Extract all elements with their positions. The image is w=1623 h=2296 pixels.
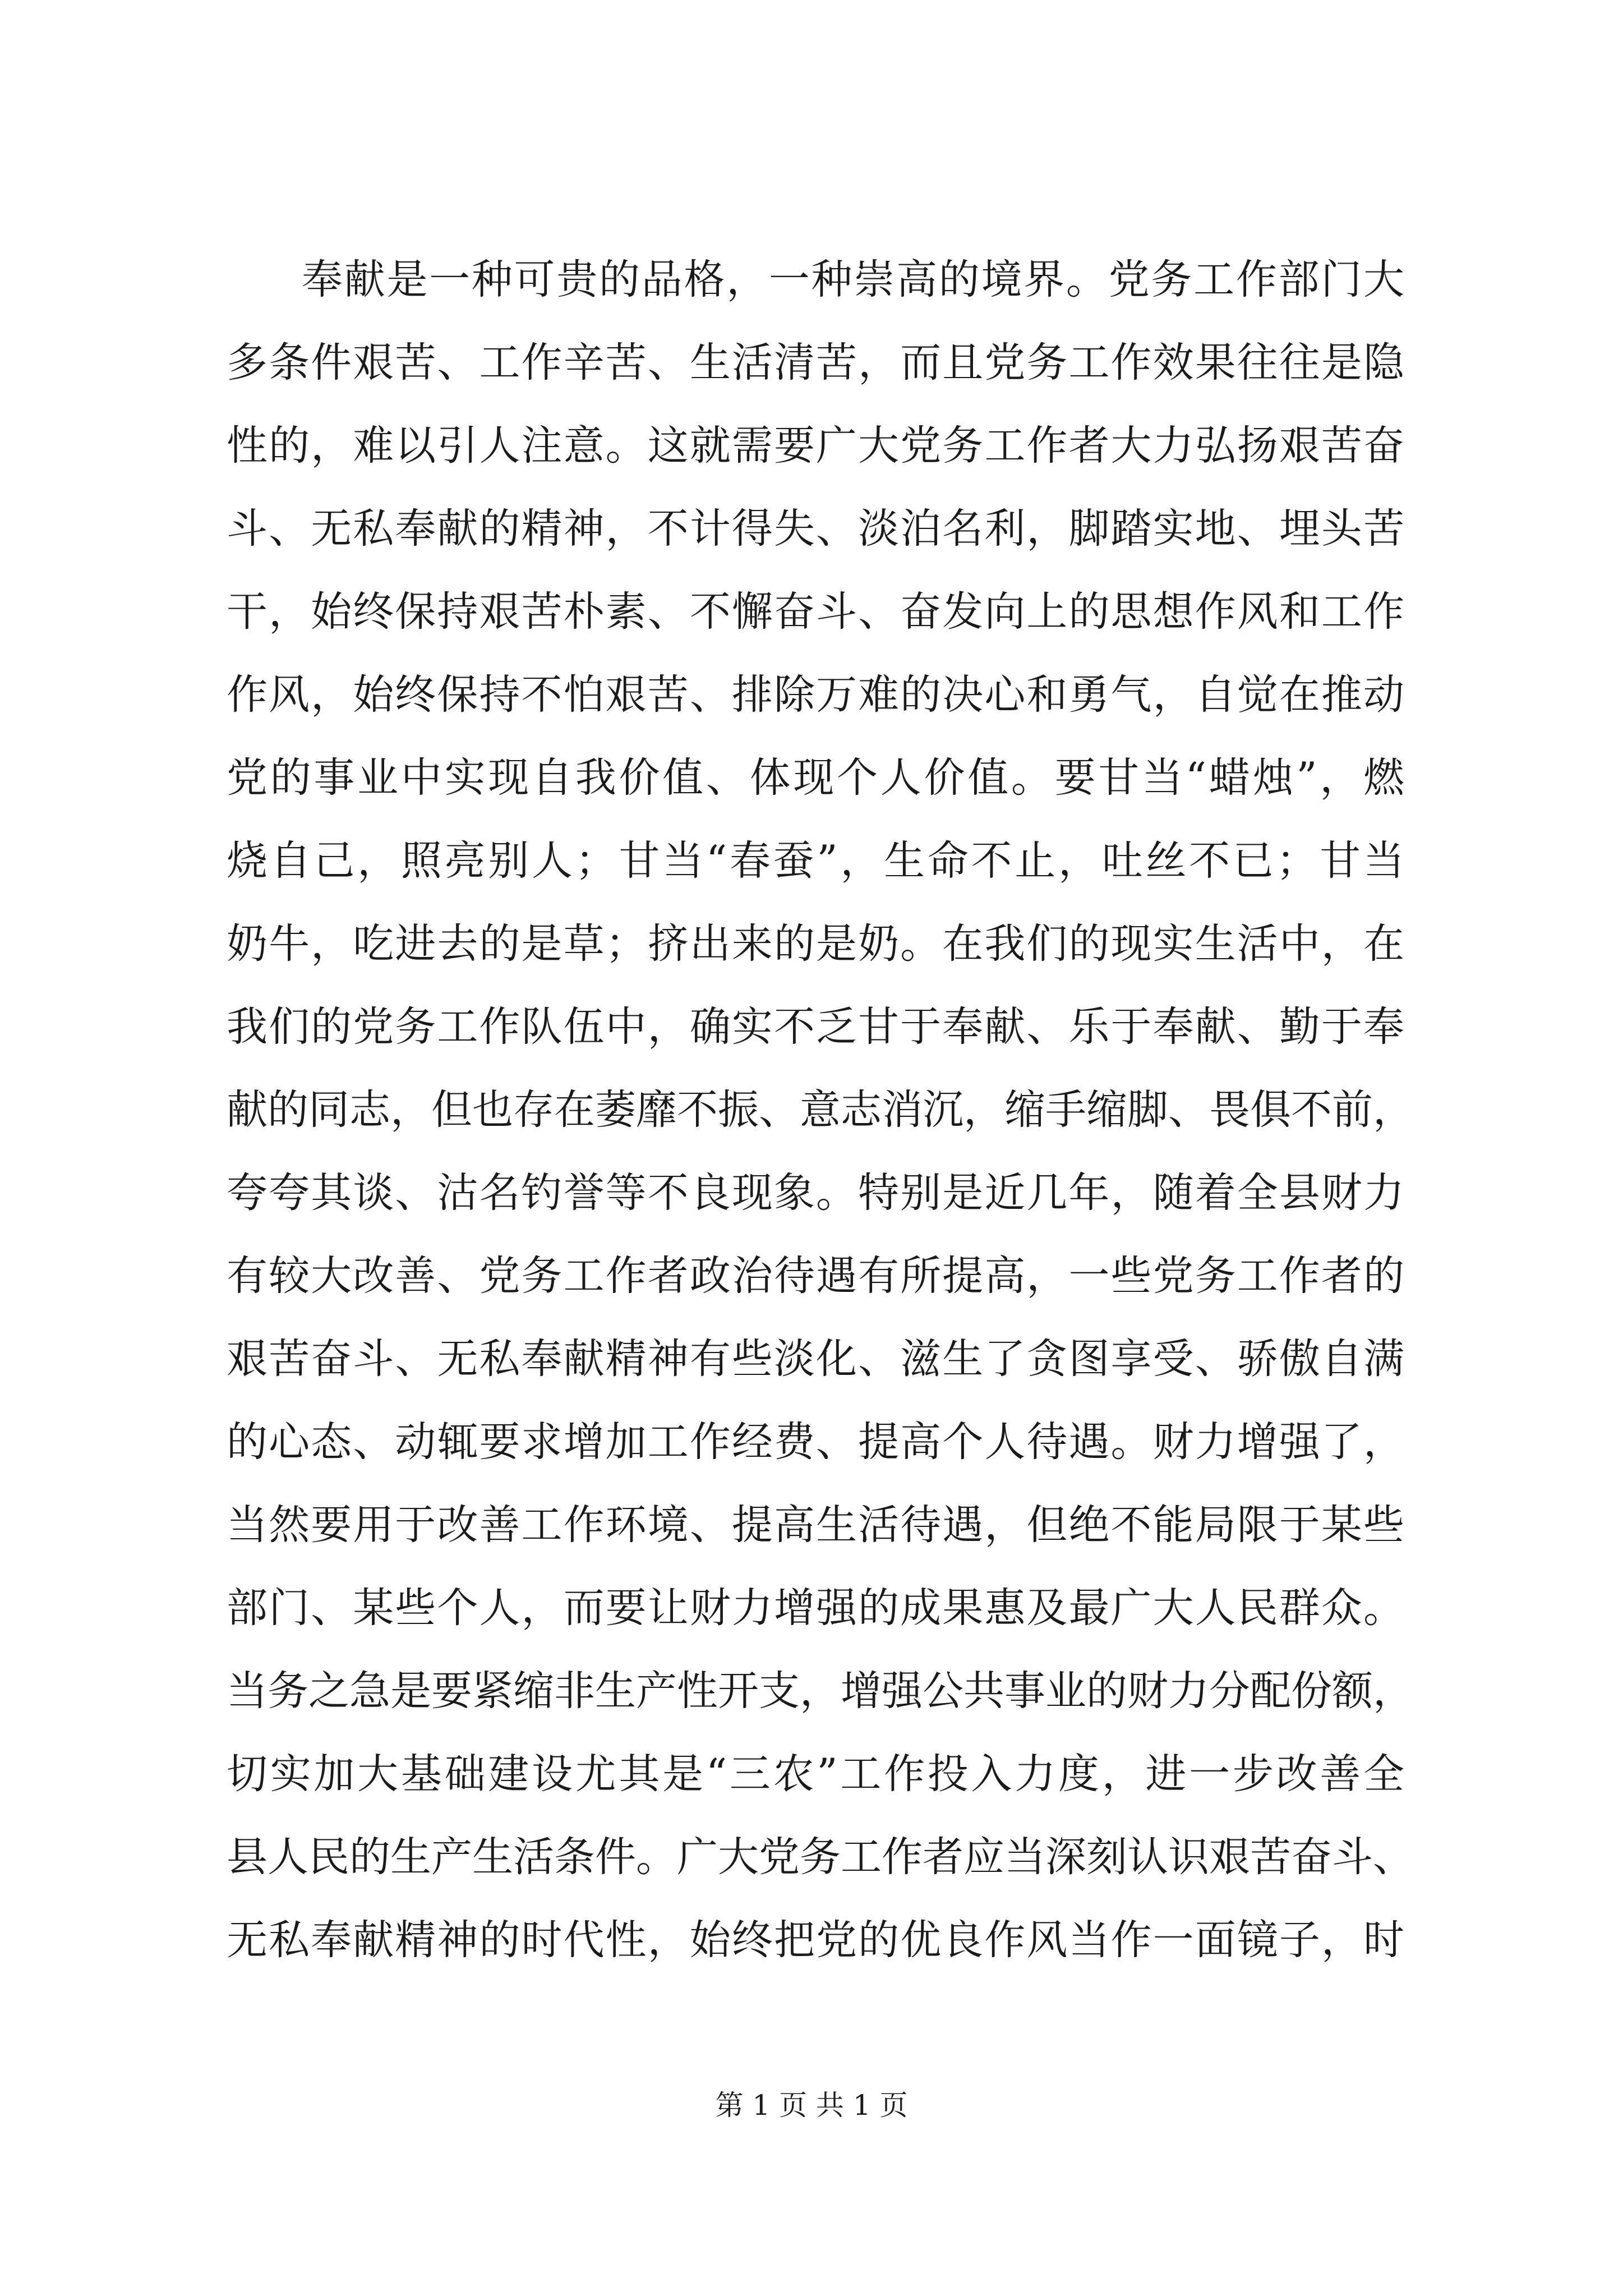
paragraph-line: 斗、无私奉献的精神，不计得失、淡泊名利，脚踏实地、埋头苦 — [227, 505, 1404, 553]
paragraph-line: 有较大改善、党务工作者政治待遇有所提高，一些党务工作者的 — [227, 1252, 1404, 1300]
paragraph-line: 夸夸其谈、沽名钓誉等不良现象。特别是近几年，随着全县财力 — [227, 1169, 1404, 1217]
paragraph-line: 的心态、动辄要求增加工作经费、提高个人待遇。财力增强了， — [227, 1418, 1404, 1466]
paragraph-line: 性的，难以引人注意。这就需要广大党务工作者大力弘扬艰苦奋 — [227, 422, 1404, 470]
paragraph-line: 当务之急是要紧缩非生产性开支，增强公共事业的财力分配份额， — [227, 1667, 1414, 1715]
body-paragraph — [227, 238, 1414, 1982]
paragraph-line: 党的事业中实现自我价值、体现个人价值。要甘当“蜡烛”，燃 — [227, 754, 1404, 802]
paragraph-line: 奶牛，吃进去的是草；挤出来的是奶。在我们的现实生活中，在 — [227, 920, 1404, 968]
paragraph-line: 我们的党务工作队伍中，确实不乏甘于奉献、乐于奉献、勤于奉 — [227, 1003, 1404, 1051]
paragraph-line: 烧自己，照亮别人；甘当“春蚕”，生命不止，吐丝不已；甘当 — [227, 837, 1404, 885]
paragraph-line: 献的同志，但也存在萎靡不振、意志消沉，缩手缩脚、畏俱不前， — [227, 1086, 1414, 1134]
paragraph-line: 干，始终保持艰苦朴素、不懈奋斗、奋发向上的思想作风和工作 — [227, 588, 1404, 636]
paragraph-line: 无私奉献精神的时代性，始终把党的优良作风当作一面镜子，时 — [227, 1916, 1404, 1964]
paragraph-line: 奉献是一种可贵的品格，一种崇高的境界。党务工作部门大 — [302, 256, 1404, 303]
paragraph-line: 部门、某些个人，而要让财力增强的成果惠及最广大人民群众。 — [227, 1584, 1404, 1632]
page-number-footer: 第 1 页 共 1 页 — [715, 2089, 908, 2122]
paragraph-line: 多条件艰苦、工作辛苦、生活清苦，而且党务工作效果往往是隐 — [227, 339, 1404, 386]
paragraph-line: 作风，始终保持不怕艰苦、排除万难的决心和勇气，自觉在推动 — [227, 671, 1404, 719]
paragraph-line: 当然要用于改善工作环境、提高生活待遇，但绝不能局限于某些 — [227, 1501, 1404, 1549]
paragraph-line: 县人民的生产生活条件。广大党务工作者应当深刻认识艰苦奋斗、 — [227, 1833, 1414, 1881]
paragraph-line: 艰苦奋斗、无私奉献精神有些淡化、滋生了贪图享受、骄傲自满 — [227, 1335, 1404, 1383]
paragraph-line: 切实加大基础建设尤其是“三农”工作投入力度，进一步改善全 — [227, 1750, 1404, 1798]
